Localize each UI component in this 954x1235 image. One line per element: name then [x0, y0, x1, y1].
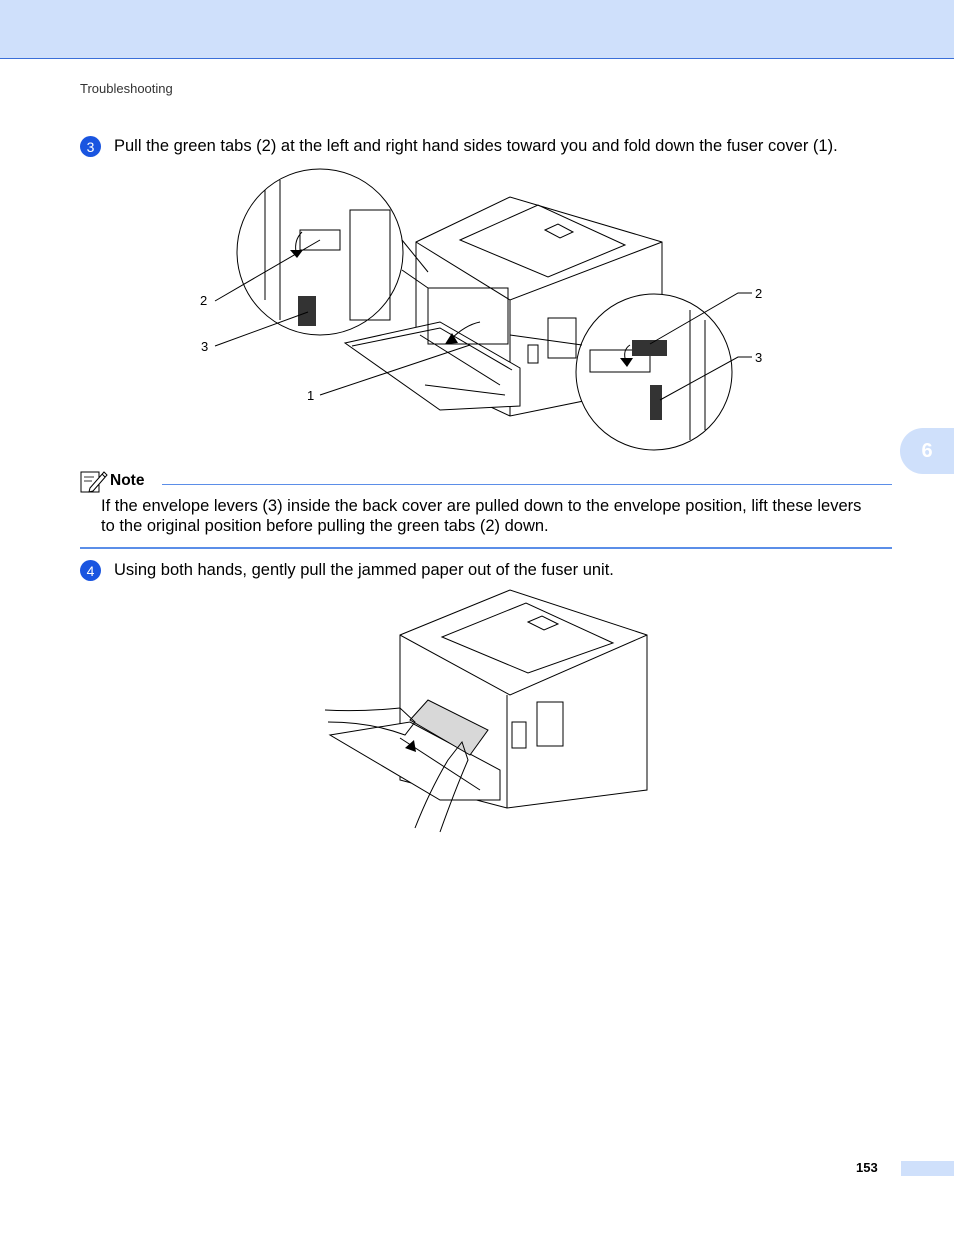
callout-1: 1 [307, 388, 315, 403]
step-number-badge: 3 [80, 136, 101, 157]
callout-2-left: 2 [200, 293, 208, 308]
note-line-1: If the envelope levers (3) inside the back cover are pulled down to the envelope position, lift these levers [101, 497, 862, 515]
step-number-badge: 4 [80, 560, 101, 581]
footer-band [901, 1161, 954, 1176]
step-text: Pull the green tabs (2) at the left and right hand sides toward you and fold down the fuser cover (1). [114, 137, 838, 155]
callout-2-right: 2 [755, 286, 763, 301]
callout-3-right: 3 [755, 350, 763, 365]
page-number: 153 [856, 1160, 878, 1175]
step-text: Using both hands, gently pull the jammed paper out of the fuser unit. [114, 561, 614, 579]
note-title: Note [110, 472, 145, 489]
chapter-tab[interactable]: 6 [900, 428, 954, 474]
section-label: Troubleshooting [80, 81, 173, 96]
callout-3-left: 3 [201, 339, 209, 354]
note-line-2: to the original position before pulling the green tabs (2) down. [101, 517, 549, 535]
